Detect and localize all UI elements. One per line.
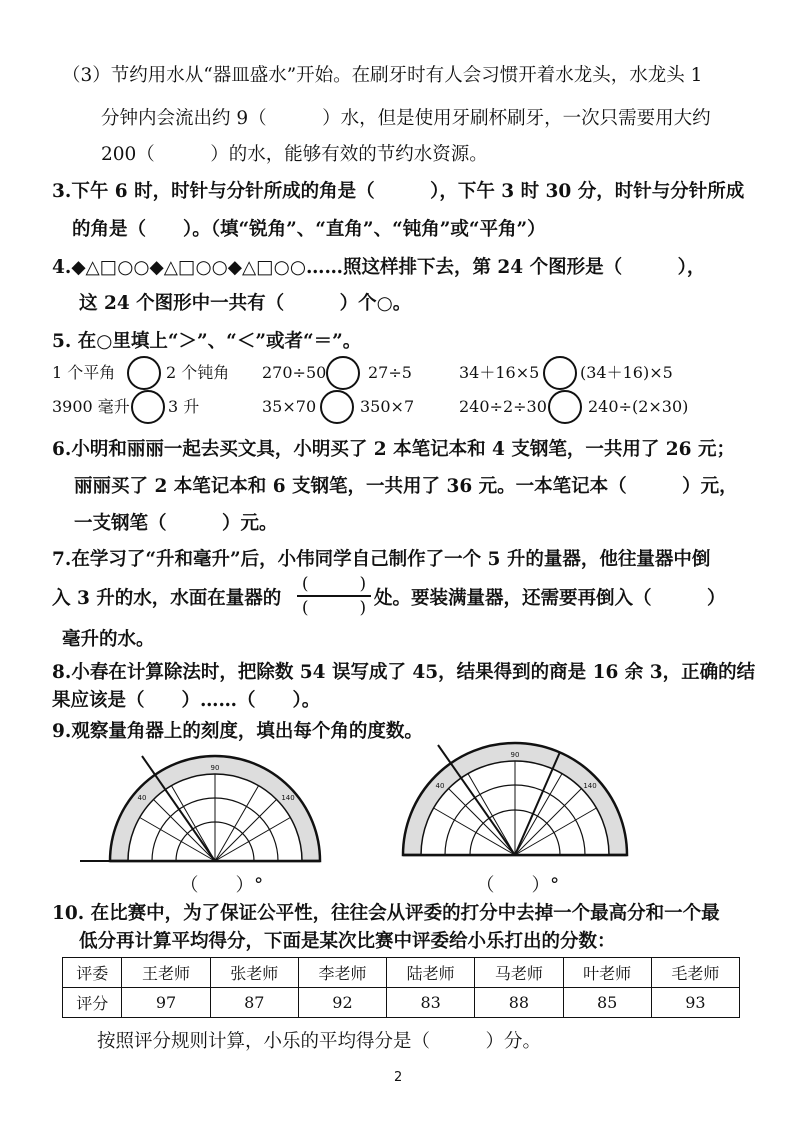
score-value: 97	[122, 988, 210, 1018]
scale-label-90: 90	[510, 751, 520, 759]
judge-name: 李老师	[298, 958, 386, 988]
q7-line-3: 毫升的水。	[62, 629, 155, 650]
compare-circle[interactable]	[548, 390, 582, 424]
q2-3-line-3: 200（ ）的水，能够有效的节约水资源。	[101, 144, 488, 165]
q7-line-1: 7.在学习了“升和毫升”后，小伟同学自己制作了一个 5 升的量器，他往量器中倒	[52, 549, 711, 570]
score-label: 评分	[63, 988, 122, 1018]
q8-line-2: 果应该是（ ）……（ ）。	[52, 690, 321, 711]
q2-3-line-2: 分钟内会流出约 9（ ）水，但是使用牙刷杯刷牙，一次只需要用大约	[101, 108, 711, 129]
compare-right: 2 个钝角	[166, 363, 230, 382]
q10-line-3: 按照评分规则计算，小乐的平均得分是（ ）分。	[97, 1031, 542, 1052]
q10-line-1: 10. 在比赛中，为了保证公平性，往往会从评委的打分中去掉一个最高分和一个最	[52, 903, 720, 924]
score-value: 83	[387, 988, 475, 1018]
svg-text:140: 140	[281, 794, 295, 802]
page-number: 2	[394, 1070, 403, 1085]
q4-line-2: 这 24 个图形中一共有（ ）个○。	[79, 293, 412, 314]
q9-answer-1[interactable]: （ ）°	[180, 875, 264, 896]
compare-right: 3 升	[168, 397, 200, 416]
fraction-blank[interactable]	[297, 574, 371, 618]
q9-answer-2[interactable]: （ ）°	[476, 875, 560, 896]
compare-circle[interactable]	[543, 356, 577, 390]
compare-left: 35×70	[262, 397, 317, 416]
score-value: 92	[298, 988, 386, 1018]
judge-name: 叶老师	[563, 958, 651, 988]
table-header-label: 评委	[63, 958, 122, 988]
score-value: 85	[563, 988, 651, 1018]
q6-line-2: 丽丽买了 2 本笔记本和 6 支钢笔，一共用了 36 元。一本笔记本（ ）元，	[74, 476, 738, 497]
compare-circle[interactable]	[326, 356, 360, 390]
compare-left: 34＋16×5	[459, 363, 540, 382]
compare-circle[interactable]	[127, 356, 161, 390]
svg-text:40: 40	[137, 794, 147, 802]
q4-line-1: 4.◆△□○○◆△□○○◆△□○○……照这样排下去，第 24 个图形是（ ），	[52, 257, 706, 278]
q3-line-1: 3.下午 6 时，时针与分针所成的角是（ ），下午 3 时 30 分，时针与分针所成	[52, 181, 745, 202]
compare-right: 27÷5	[368, 363, 412, 382]
svg-text:140: 140	[583, 782, 597, 790]
protractor-right	[400, 740, 635, 865]
score-table	[62, 957, 740, 1018]
scale-label-90: 90	[210, 764, 220, 772]
q3-line-2: 的角是（ ）。（填“锐角”、“直角”、“钝角”或“平角”）	[72, 219, 546, 240]
judge-row	[63, 958, 740, 988]
fraction-bar	[297, 595, 371, 597]
compare-circle[interactable]	[320, 390, 354, 424]
fraction-denominator[interactable]: ( )	[301, 598, 367, 618]
q7-line-2b: 处。要装满量器，还需要再倒入（ ）	[374, 588, 726, 609]
q7-line-2a: 入 3 升的水，水面在量器的	[52, 588, 282, 609]
compare-left: 270÷50	[262, 363, 327, 382]
judge-name: 张老师	[210, 958, 298, 988]
compare-left: 1 个平角	[52, 363, 116, 382]
compare-right: (34＋16)×5	[580, 363, 673, 382]
q8-line-1: 8.小春在计算除法时，把除数 54 误写成了 45，结果得到的商是 16 余 3，正确的结	[52, 662, 756, 683]
compare-right: 350×7	[360, 397, 415, 416]
score-value: 93	[651, 988, 739, 1018]
protractor-left	[80, 748, 350, 868]
judge-name: 毛老师	[651, 958, 739, 988]
q10-line-2: 低分再计算平均得分，下面是某次比赛中评委给小乐打出的分数：	[79, 931, 616, 952]
compare-left: 3900 毫升	[52, 397, 130, 416]
compare-circle[interactable]	[131, 390, 165, 424]
compare-right: 240÷(2×30)	[588, 397, 689, 416]
judge-name: 王老师	[122, 958, 210, 988]
svg-text:40: 40	[435, 782, 445, 790]
score-value: 88	[475, 988, 563, 1018]
score-row	[63, 988, 740, 1018]
q5-title: 5. 在○里填上“＞”、“＜”或者“＝”。	[52, 331, 362, 352]
q9-title: 9.观察量角器上的刻度，填出每个角的度数。	[52, 721, 423, 742]
q6-line-1: 6.小明和丽丽一起去买文具，小明买了 2 本笔记本和 4 支钢笔，一共用了 26 元；	[52, 439, 735, 460]
judge-name: 陆老师	[387, 958, 475, 988]
q6-line-3: 一支钢笔（ ）元。	[74, 513, 278, 534]
q2-3-line-1: （3）节约用水从“器皿盛水”开始。在刷牙时有人会习惯开着水龙头，水龙头 1	[62, 65, 703, 86]
judge-name: 马老师	[475, 958, 563, 988]
fraction-numerator[interactable]: ( )	[301, 574, 367, 594]
compare-left: 240÷2÷30	[459, 397, 547, 416]
score-value: 87	[210, 988, 298, 1018]
